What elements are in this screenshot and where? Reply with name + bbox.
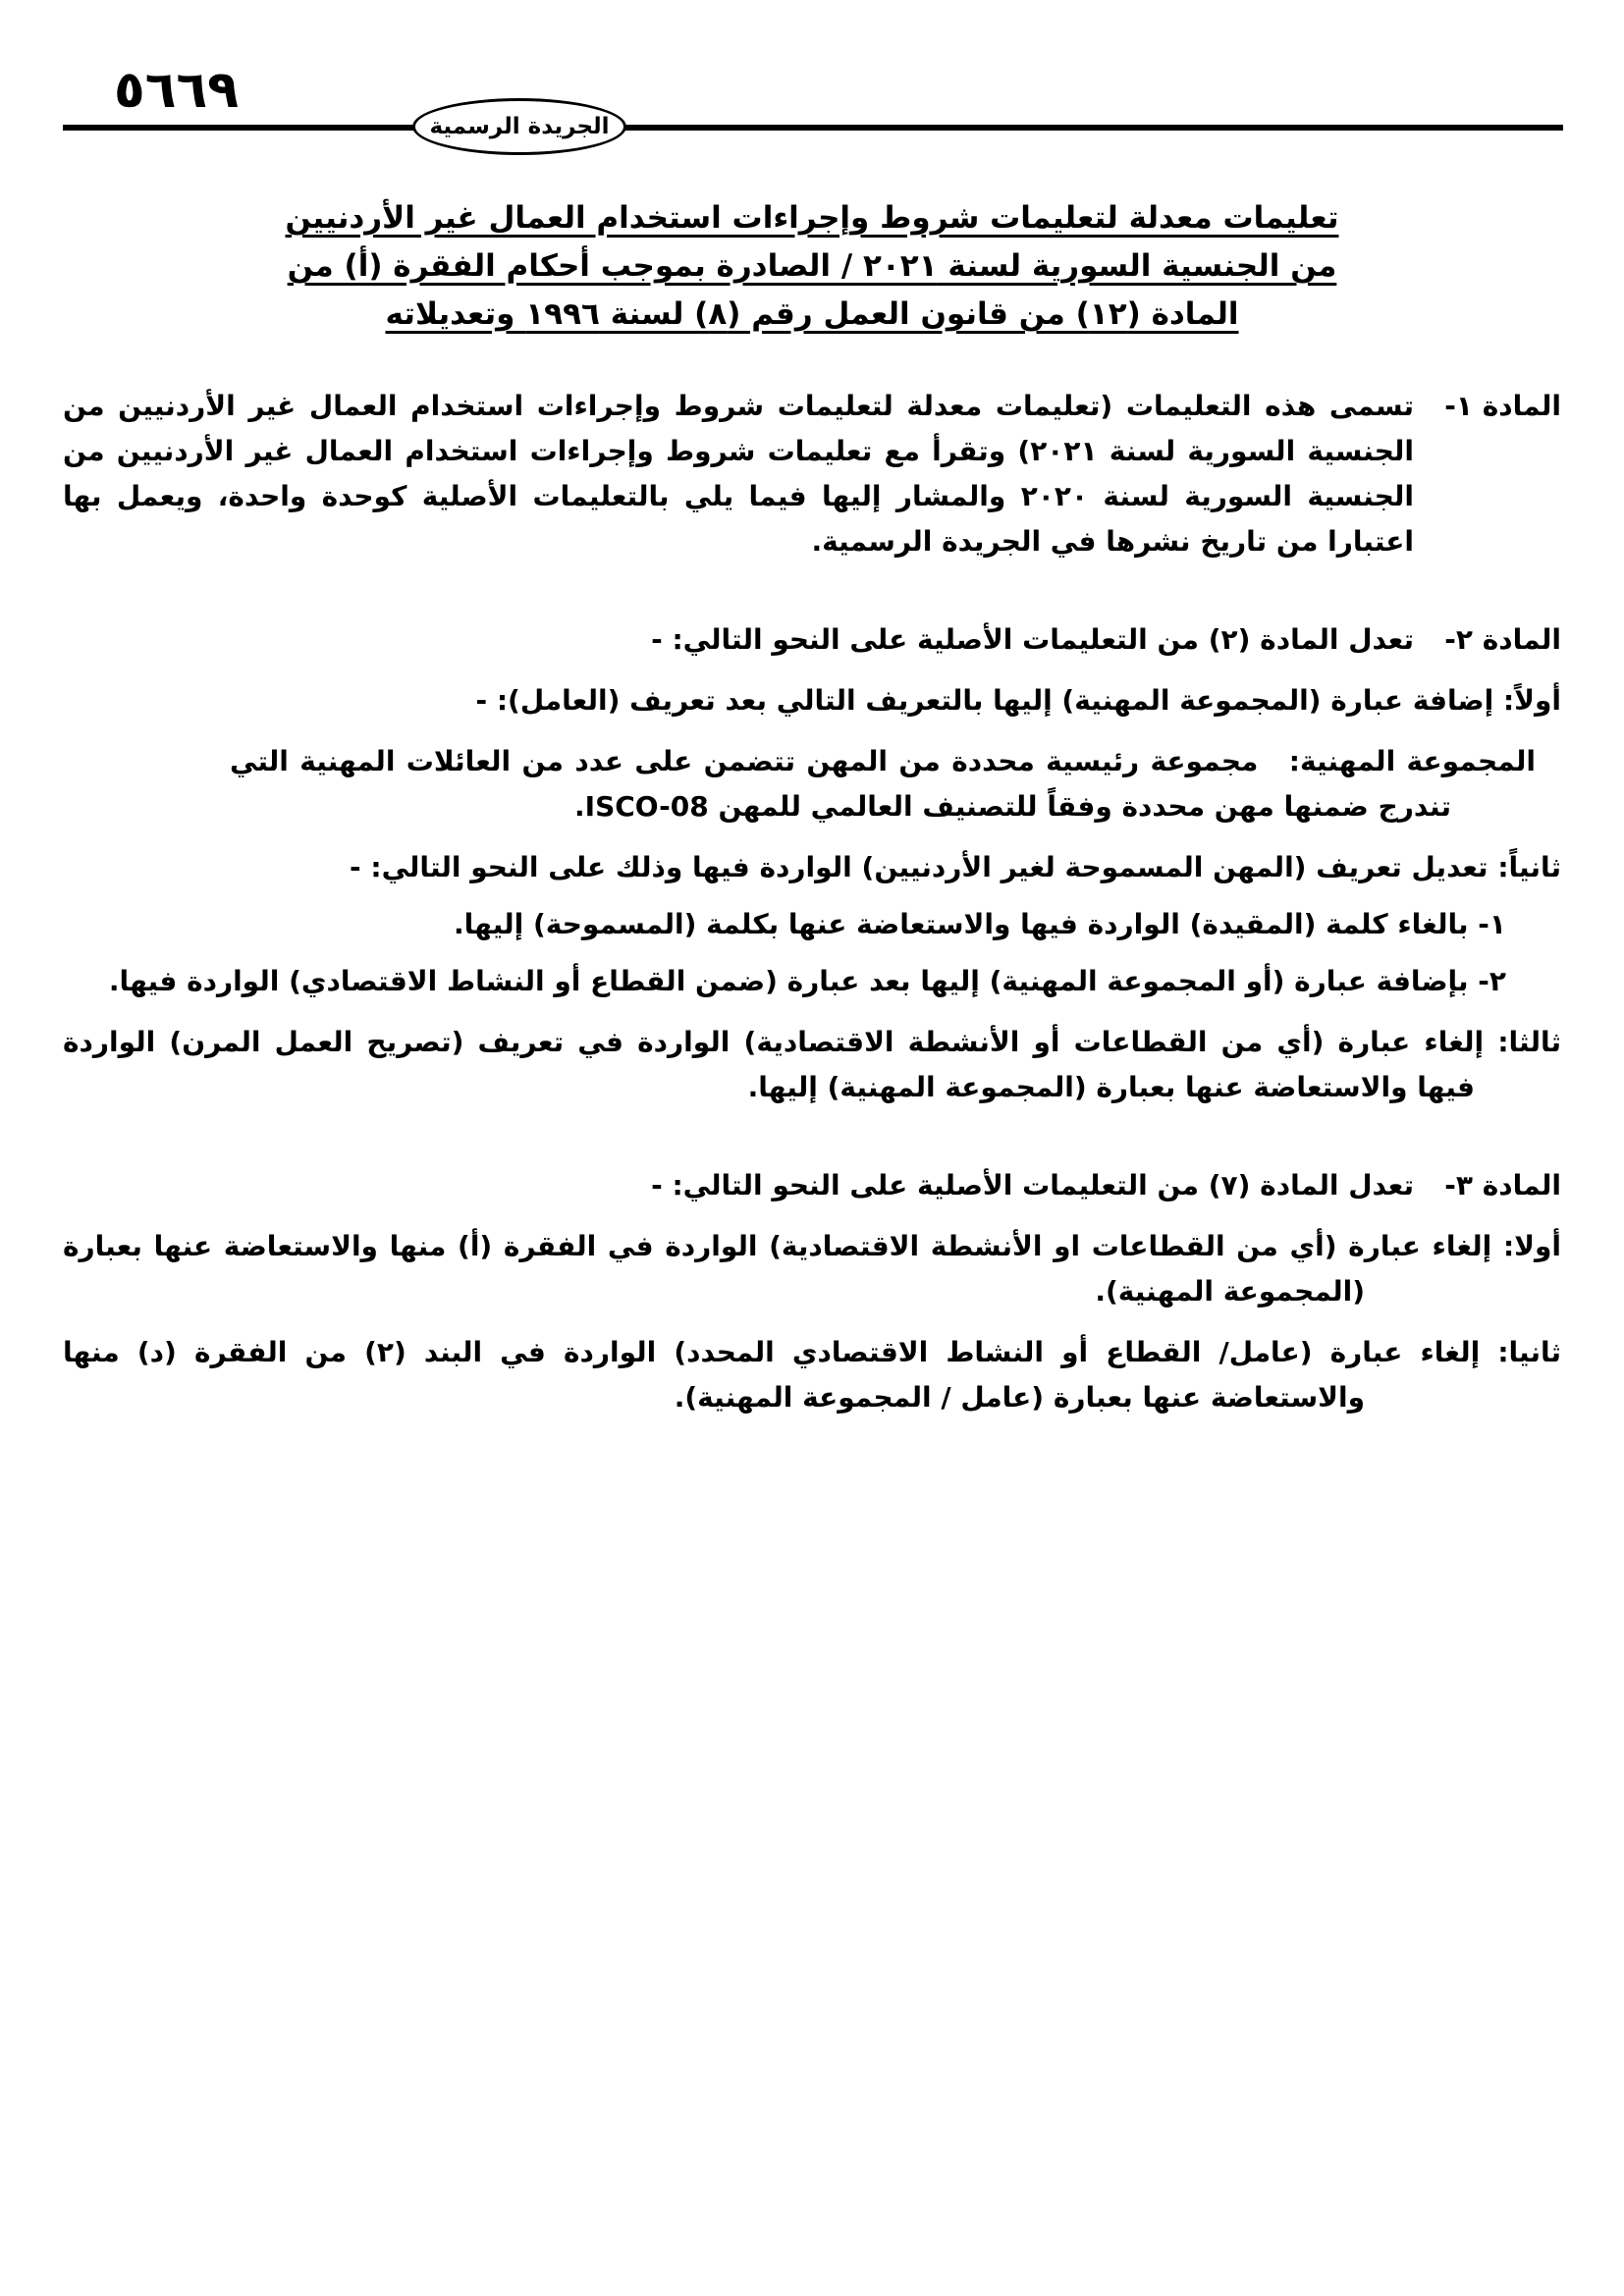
article-2-label: المادة ٢- xyxy=(1444,623,1561,656)
article-2-clause-first-text: إضافة عبارة (المجموعة المهنية) إليها بالتعريف التالي بعد تعريف (العامل): - xyxy=(475,684,1494,717)
definition-text: مجموعة رئيسية محددة من المهن تتضمن على عدد من العائلات المهنية التي تندرج ضمنها مهن محددة وفقاً للتصنيف العالمي للمهن ISCO-08. xyxy=(230,745,1451,823)
article-1-label: المادة ١- xyxy=(1444,390,1561,422)
document-title xyxy=(0,194,1624,339)
article-3-intro-row xyxy=(63,1163,1561,1208)
article-3-intro: تعدل المادة (٧) من التعليمات الأصلية على النحو التالي: - xyxy=(651,1169,1414,1201)
article-2-intro: تعدل المادة (٢) من التعليمات الأصلية على النحو التالي: - xyxy=(651,623,1414,656)
document-body xyxy=(0,384,1624,1420)
article-3-label: المادة ٣- xyxy=(1444,1169,1561,1201)
article-3-clause-second-text: إلغاء عبارة (عامل/ القطاع أو النشاط الاقتصادي المحدد) الواردة في البند (٢) من الفقرة (د) منها والاستعاضة عنها بعبارة (عامل / المجموعة المهنية). xyxy=(63,1336,1481,1414)
page-header xyxy=(0,0,1624,169)
page-number: ٥٦٦٩ xyxy=(114,61,239,120)
article-2-clause-third xyxy=(63,1020,1561,1110)
definition-term: المجموعة المهنية: xyxy=(1288,745,1537,777)
title-line-2: من الجنسية السورية لسنة ٢٠٢١ / الصادرة بموجب أحكام الفقرة (أ) من xyxy=(287,248,1337,284)
article-2-item-1: ١- بالغاء كلمة (المقيدة) الواردة فيها والاستعاضة عنها بكلمة (المسموحة) إليها. xyxy=(454,908,1506,940)
article-2-item-2: ٢- بإضافة عبارة (أو المجموعة المهنية) إليها بعد عبارة (ضمن القطاع أو النشاط الاقتصادي) الواردة فيها. xyxy=(108,965,1506,997)
article-1 xyxy=(63,384,1561,564)
article-3-clause-second-label: ثانيا: xyxy=(1497,1336,1562,1368)
article-2-clause-second-label: ثانياً: xyxy=(1497,851,1561,883)
gazette-name-badge xyxy=(412,98,626,155)
article-2-clause-third-label: ثالثا: xyxy=(1497,1026,1561,1058)
article-2 xyxy=(63,617,1561,1110)
article-2-clause-first xyxy=(63,678,1561,723)
article-2-clause-second-text: تعديل تعريف (المهن المسموحة لغير الأردنيين) الواردة فيها وذلك على النحو التالي: - xyxy=(350,851,1489,883)
title-line-3: المادة (١٢) من قانون العمل رقم (٨) لسنة ١٩٩٦ وتعديلاته xyxy=(385,296,1239,332)
article-2-intro-row xyxy=(63,617,1561,663)
article-2-clause-second xyxy=(63,845,1561,890)
article-3-clause-first-text: إلغاء عبارة (أي من القطاعات او الأنشطة الاقتصادية) الواردة في الفقرة (أ) منها والاستعاضة عنها بعبارة (المجموعة المهنية). xyxy=(63,1230,1492,1308)
title-line-1: تعليمات معدلة لتعليمات شروط وإجراءات استخدام العمال غير الأردنيين xyxy=(285,200,1339,236)
article-2-clause-first-label: أولاً: xyxy=(1502,684,1561,717)
article-2-clause-third-text: إلغاء عبارة (أي من القطاعات أو الأنشطة الاقتصادية) الواردة في تعريف (تصريح العمل المرن) الواردة فيها والاستعاضة عنها بعبارة (المجموعة المهنية) إليها. xyxy=(63,1026,1485,1103)
article-3 xyxy=(63,1163,1561,1420)
article-3-clause-first xyxy=(63,1224,1561,1314)
article-3-clause-first-label: أولا: xyxy=(1502,1230,1561,1262)
professional-group-definition xyxy=(230,739,1536,829)
gazette-name-label: الجريدة الرسمية xyxy=(429,114,610,139)
header-rule xyxy=(63,125,1563,131)
article-3-clause-second xyxy=(63,1330,1561,1420)
article-1-text: تسمى هذه التعليمات (تعليمات معدلة لتعليمات شروط وإجراءات استخدام العمال غير الأردنيين من الجنسية السورية لسنة ٢٠٢١) وتقرأ مع تعليمات شروط وإجراءات استخدام العمال غير الأردنيين من الجنسية السورية لسنة ٢٠٢٠ والمشار إليها فيما يلي بالتعليمات الأصلية كوحدة واحدة، ويعمل بها اعتبارا من تاريخ نشرها في الجريدة الرسمية. xyxy=(63,390,1414,558)
